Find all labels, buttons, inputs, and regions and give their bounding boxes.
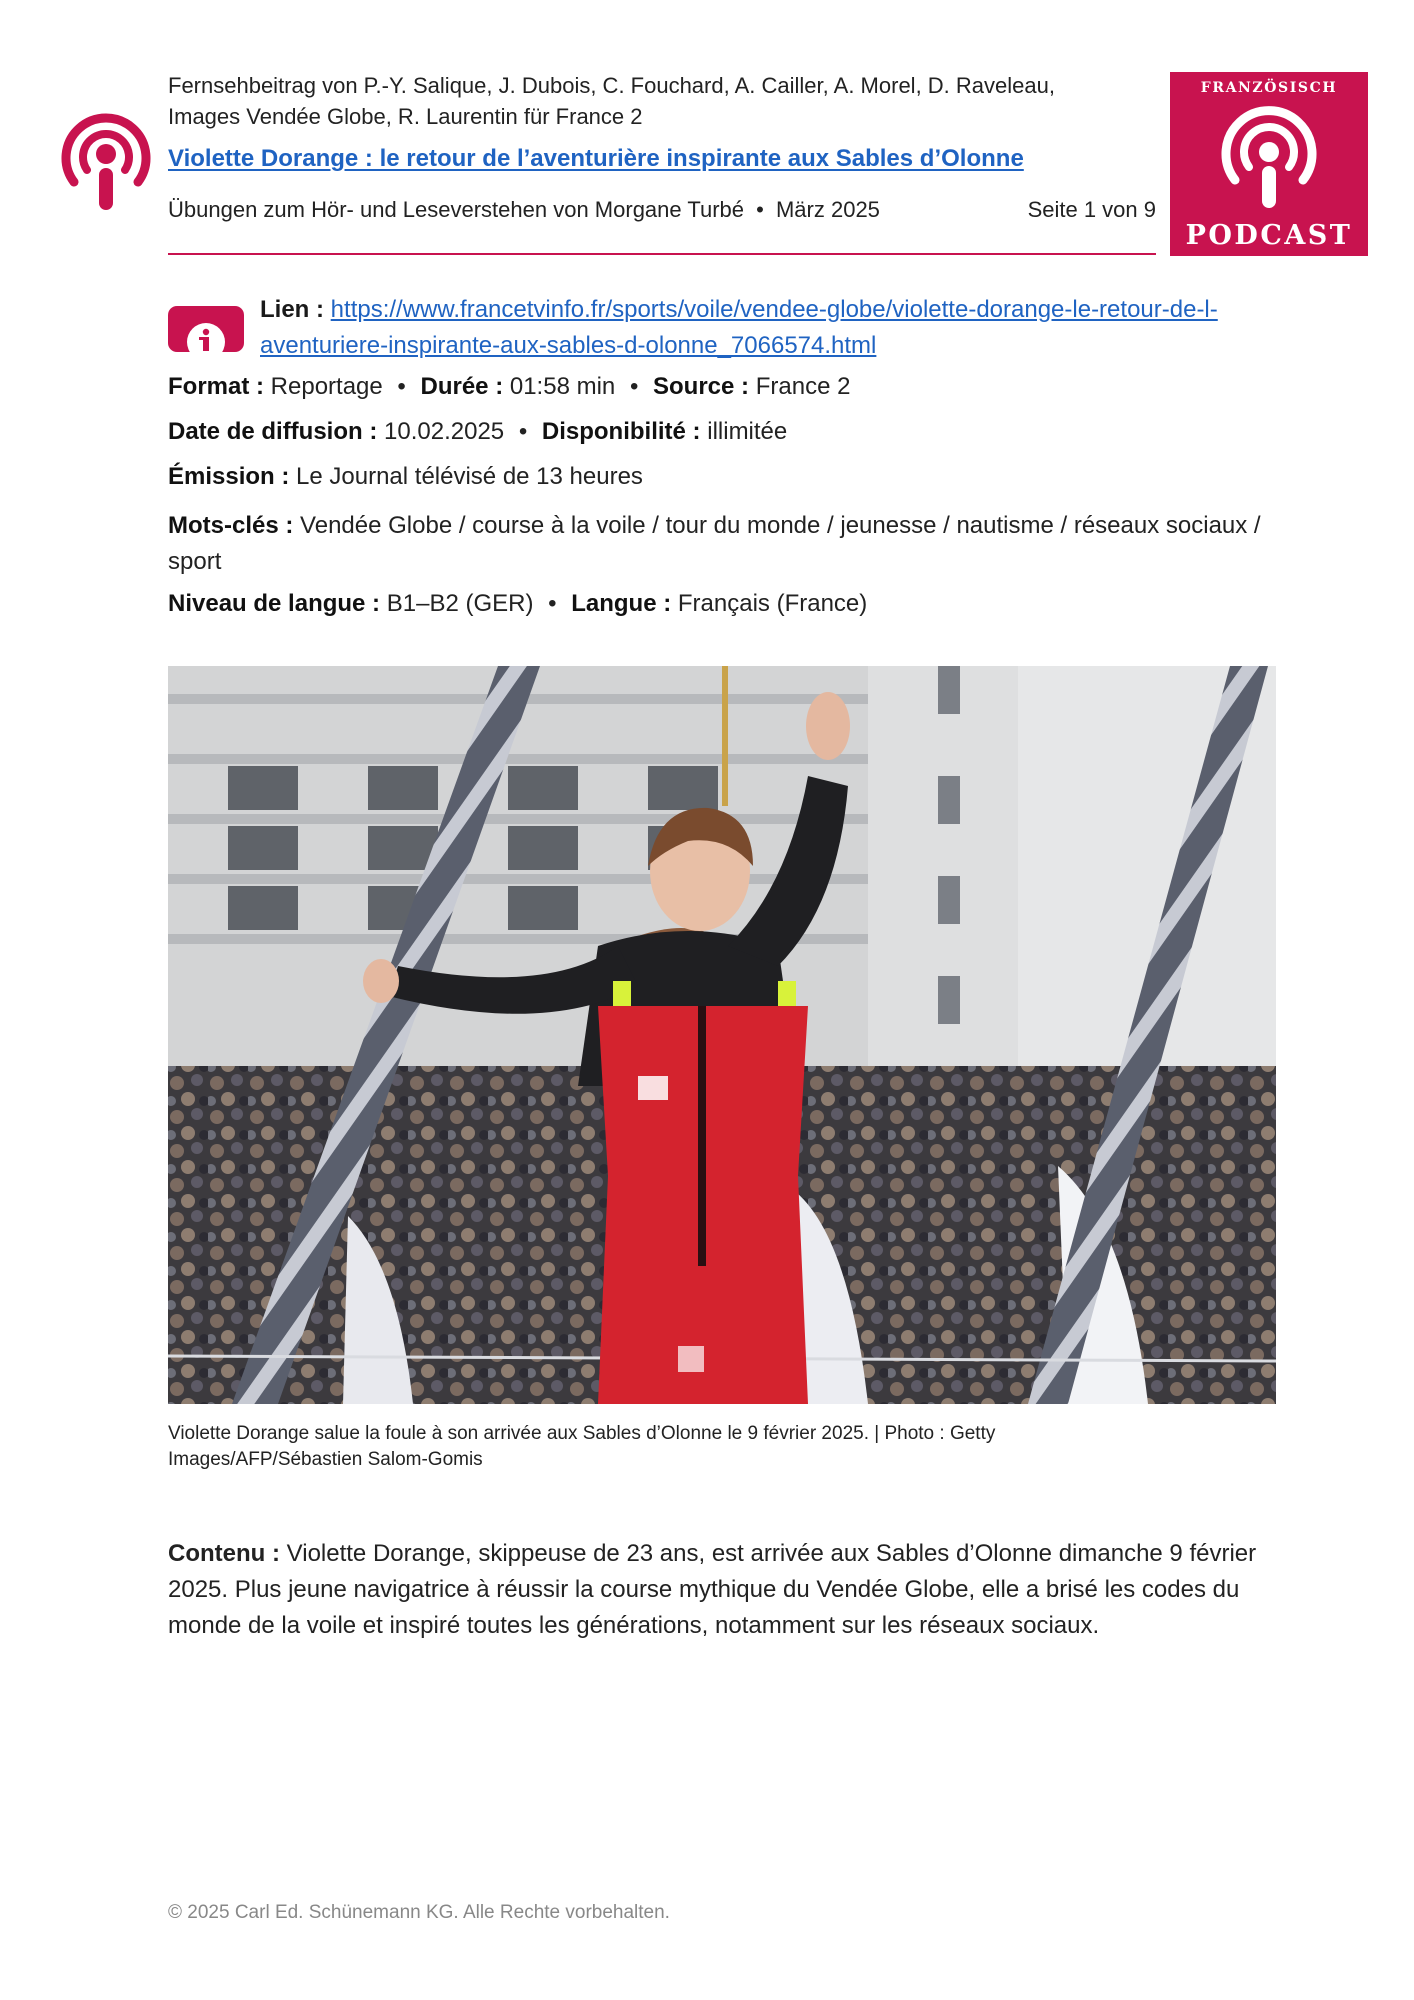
duration-value: 01:58 min [509, 373, 616, 400]
bullet-separator: • [629, 373, 639, 400]
badge-language-label: FRANZÖSISCH [1200, 80, 1338, 96]
subtitle-text: Übungen zum Hör- und Leseverstehen von Morgane Turbé [168, 197, 745, 222]
meta-keywords-line [168, 508, 1288, 580]
meta-date-line [168, 418, 787, 446]
copyright-footer: © 2025 Carl Ed. Schünemann KG. Alle Rechte vorbehalten. [168, 1902, 670, 1923]
credits-line-1: Fernsehbeitrag von P.-Y. Salique, J. Dubois, C. Fouchard, A. Cailler, A. Morel, D. Raveleau, [168, 73, 1055, 98]
info-icon [168, 306, 244, 352]
meta-emission-line [168, 463, 643, 491]
bullet-separator: • [397, 373, 406, 400]
header-date: März 2025 [775, 197, 880, 222]
availability-value: illimitée [707, 418, 788, 445]
source-label: Source : [653, 373, 750, 400]
badge-podcast-label: PODCAST [1185, 220, 1353, 251]
bullet-separator: • [518, 418, 528, 445]
keywords-value: Vendée Globe / course à la voile / tour du monde / jeunesse / nautisme / réseaux sociaux / sport [168, 512, 1261, 575]
broadcast-date-label: Date de diffusion : [168, 418, 378, 445]
article-photo [168, 666, 1276, 1404]
language-label: Langue : [571, 590, 672, 617]
meta-format-line [168, 373, 850, 401]
emission-label: Émission : [168, 463, 290, 490]
broadcast-date-value: 10.02.2025 [384, 418, 505, 445]
language-level-value: B1–B2 (GER) [386, 590, 534, 617]
bullet-separator: • [756, 197, 764, 222]
podcast-badge [1170, 72, 1368, 256]
source-url-line-2[interactable]: aventuriere-inspirante-aux-sables-d-olonne_7066574.html [260, 332, 877, 359]
podcast-icon [1220, 104, 1318, 210]
content-text: Violette Dorange, skippeuse de 23 ans, est arrivée aux Sables d’Olonne dimanche 9 février 2025. Plus jeune navigatrice à réussir la course mythique du Vendée Globe, elle a brisé les codes du monde de la voile et inspiré toutes les générations, notamment sur les réseaux sociaux. [168, 1540, 1257, 1639]
link-label: Lien : [260, 296, 324, 323]
format-value: Reportage [270, 373, 383, 400]
header-subtitle [168, 197, 1158, 223]
keywords-label: Mots-clés : [168, 512, 294, 539]
page-indicator: Seite 1 von 9 [1027, 197, 1156, 222]
content-label: Contenu : [168, 1540, 280, 1567]
language-level-label: Niveau de langue : [168, 590, 381, 617]
bullet-separator: • [548, 590, 557, 617]
link-row [260, 292, 1320, 364]
source-value: France 2 [755, 373, 851, 400]
photo-caption: Violette Dorange salue la foule à son arrivée aux Sables d’Olonne le 9 février 2025. | Photo : Getty Images/AFP/Sébastien Salom-Gomis [168, 1423, 996, 1470]
language-value: Français (France) [677, 590, 868, 617]
format-label: Format : [168, 373, 264, 400]
header-credits [168, 70, 1158, 132]
source-url-line-1[interactable]: https://www.francetvinfo.fr/sports/voile/vendee-globe/violette-dorange-le-retour-de-l- [330, 296, 1218, 323]
podcast-icon [60, 108, 152, 212]
meta-level-line [168, 590, 867, 618]
availability-label: Disponibilité : [541, 418, 701, 445]
header-divider [168, 253, 1156, 255]
document-title-link[interactable]: Violette Dorange : le retour de l’aventurière inspirante aux Sables d’Olonne [168, 145, 1024, 172]
content-paragraph [168, 1536, 1298, 1644]
duration-label: Durée : [420, 373, 504, 400]
source-url-link[interactable] [260, 296, 1218, 359]
credits-line-2: Images Vendée Globe, R. Laurentin für France 2 [168, 104, 643, 129]
emission-value: Le Journal télévisé de 13 heures [296, 463, 643, 490]
